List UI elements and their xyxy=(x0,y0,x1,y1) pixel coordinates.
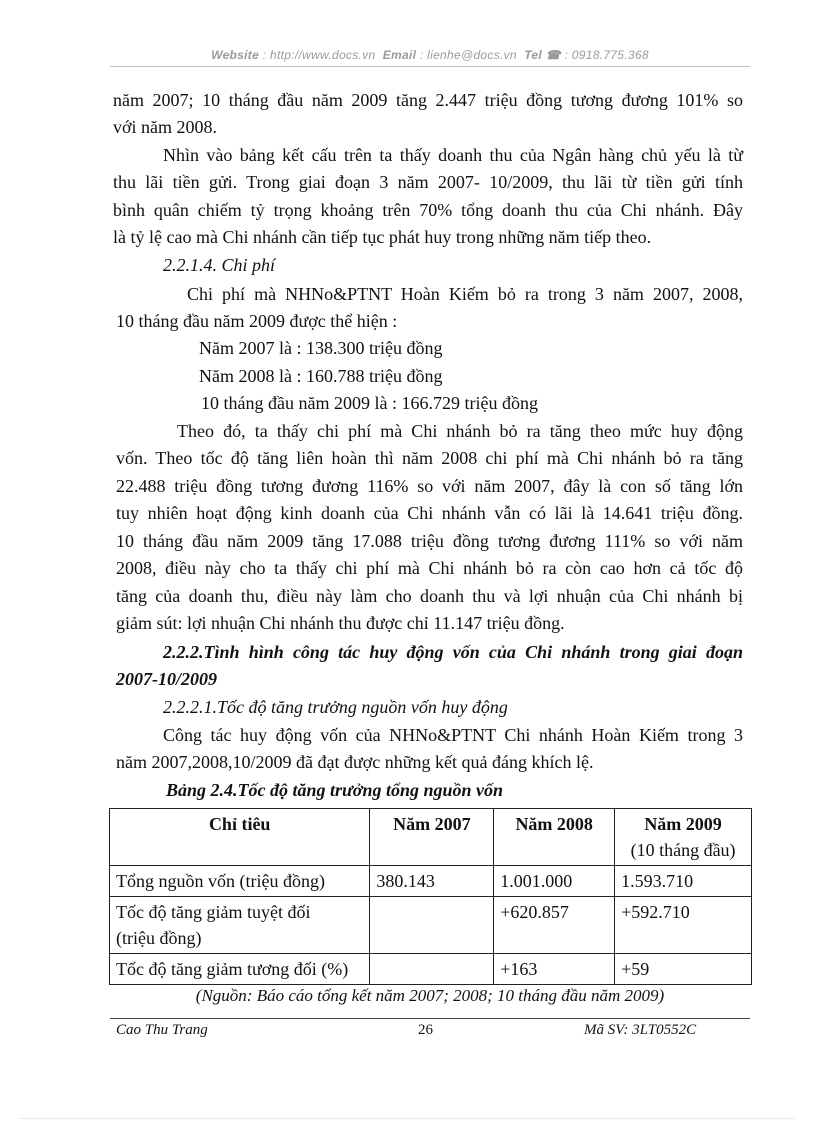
section-heading: 2.2.2.Tình hình công tác huy động vốn của Chi nhánh trong giai đoạn xyxy=(163,642,743,662)
paragraph-line: Công tác huy động vốn của NHNo&PTNT Chi nhánh Hoàn Kiếm trong 3 xyxy=(163,725,743,745)
table-cell: +59 xyxy=(615,954,752,985)
table-row xyxy=(110,897,752,954)
cost-item: Năm 2007 là : 138.300 triệu đồng xyxy=(199,338,443,358)
section-heading: 2007-10/2009 xyxy=(116,669,217,689)
paragraph-line: vốn. Theo tốc độ tăng liên hoàn thì năm 2008 chi phí mà Chi nhánh bỏ ra tăng xyxy=(116,448,743,468)
tel-label: Tel ☎ xyxy=(524,48,561,62)
paragraph-line: bình quân chiếm tỷ trọng khoảng trên 70% tổng doanh thu của Chi nhánh. Đây xyxy=(113,200,743,220)
paragraph-line: 10 tháng đầu năm 2009 được thể hiện : xyxy=(116,311,398,331)
paragraph-line: tăng của doanh thu, điều này làm cho doanh thu và lợi nhuận của Chi nhánh bị xyxy=(116,586,743,606)
paragraph-line: Theo đó, ta thấy chi phí mà Chi nhánh bỏ ra tăng theo mức huy động xyxy=(177,421,743,441)
email-value: : lienhe@docs.vn xyxy=(419,48,517,62)
email-label: Email xyxy=(382,48,417,62)
table-row xyxy=(110,866,752,897)
table-cell-text: Tốc độ tăng giảm tuyệt đối xyxy=(116,902,311,922)
header-cell-note: (10 tháng đầu) xyxy=(630,840,736,860)
footer-author: Cao Thu Trang xyxy=(116,1022,208,1038)
capital-growth-table xyxy=(109,808,752,985)
paragraph-line: với năm 2008. xyxy=(113,117,218,137)
table-cell: +592.710 xyxy=(615,897,752,954)
website-label: Website xyxy=(211,48,260,62)
table-source-note: (Nguồn: Báo cáo tổng kết năm 2007; 2008; 10 tháng đầu năm 2009) xyxy=(195,986,665,1005)
footer-page-number: 26 xyxy=(418,1022,433,1038)
paragraph-line: 10 tháng đầu năm 2009 tăng 17.088 triệu đồng tương đương 111% so với năm xyxy=(116,531,743,551)
section-heading: 2.2.1.4. Chi phí xyxy=(163,255,276,275)
header-cell: Chỉ tiêu xyxy=(110,809,370,866)
table-cell: +163 xyxy=(494,954,615,985)
table-caption: Bảng 2.4.Tốc độ tăng trưởng tổng nguồn vốn xyxy=(166,780,504,800)
table-row xyxy=(110,954,752,985)
table-cell xyxy=(370,954,494,985)
table-cell-multiline xyxy=(110,897,370,954)
paragraph-line: là tỷ lệ cao mà Chi nhánh cần tiếp tục phát huy trong những năm tiếp theo. xyxy=(113,227,652,247)
tel-value: : 0918.775.368 xyxy=(564,48,649,62)
footer-divider xyxy=(110,1018,750,1019)
cost-item: Năm 2008 là : 160.788 triệu đồng xyxy=(199,366,443,386)
table-cell xyxy=(370,897,494,954)
header-cell: Năm 2008 xyxy=(494,809,615,866)
page-header xyxy=(110,48,750,62)
header-cell-2009 xyxy=(615,809,752,866)
page-bottom-edge xyxy=(20,1118,796,1119)
footer-student-id: Mã SV: 3LT0552C xyxy=(584,1022,697,1038)
paragraph-line: tuy nhiên hoạt động kinh doanh của Chi nhánh vẫn có lãi là 14.641 triệu đồng. xyxy=(116,503,743,523)
website-url: : http://www.docs.vn xyxy=(262,48,376,62)
paragraph-line: Chi phí mà NHNo&PTNT Hoàn Kiếm bỏ ra trong 3 năm 2007, 2008, xyxy=(187,284,743,304)
table-cell: +620.857 xyxy=(494,897,615,954)
paragraph-line: giảm sút: lợi nhuận Chi nhánh thu được chỉ 11.147 triệu đồng. xyxy=(116,613,565,633)
table-cell-unit: (triệu đồng) xyxy=(116,928,202,948)
table-cell: 380.143 xyxy=(370,866,494,897)
header-cell-year: Năm 2009 xyxy=(644,814,722,834)
cost-item: 10 tháng đầu năm 2009 là : 166.729 triệu đồng xyxy=(201,393,538,413)
table-header-row xyxy=(110,809,752,866)
table-cell: Tổng nguồn vốn (triệu đồng) xyxy=(110,866,370,897)
paragraph-line: Nhìn vào bảng kết cấu trên ta thấy doanh thu của Ngân hàng chủ yếu là từ xyxy=(163,145,743,165)
paragraph-line: thu lãi tiền gửi. Trong giai đoạn 3 năm 2007- 10/2009, thu lãi từ tiền gửi tính xyxy=(113,172,743,192)
paragraph-line: 22.488 triệu đồng tương đương 116% so với năm 2007, đây là con số tăng lớn xyxy=(116,476,743,496)
header-divider xyxy=(110,66,750,67)
table-cell: Tốc độ tăng giảm tương đối (%) xyxy=(110,954,370,985)
paragraph-line: năm 2007,2008,10/2009 đã đạt được những kết quả đáng khích lệ. xyxy=(116,752,594,772)
table-cell: 1.001.000 xyxy=(494,866,615,897)
subsection-heading: 2.2.2.1.Tốc độ tăng trưởng nguồn vốn huy động xyxy=(163,697,508,717)
header-cell: Năm 2007 xyxy=(370,809,494,866)
paragraph-line: năm 2007; 10 tháng đầu năm 2009 tăng 2.447 triệu đồng tương đương 101% so xyxy=(113,90,743,110)
paragraph-line: 2008, điều này cho ta thấy chi phí mà Chi nhánh bỏ ra còn cao hơn cả tốc độ xyxy=(116,558,743,578)
table-cell: 1.593.710 xyxy=(615,866,752,897)
